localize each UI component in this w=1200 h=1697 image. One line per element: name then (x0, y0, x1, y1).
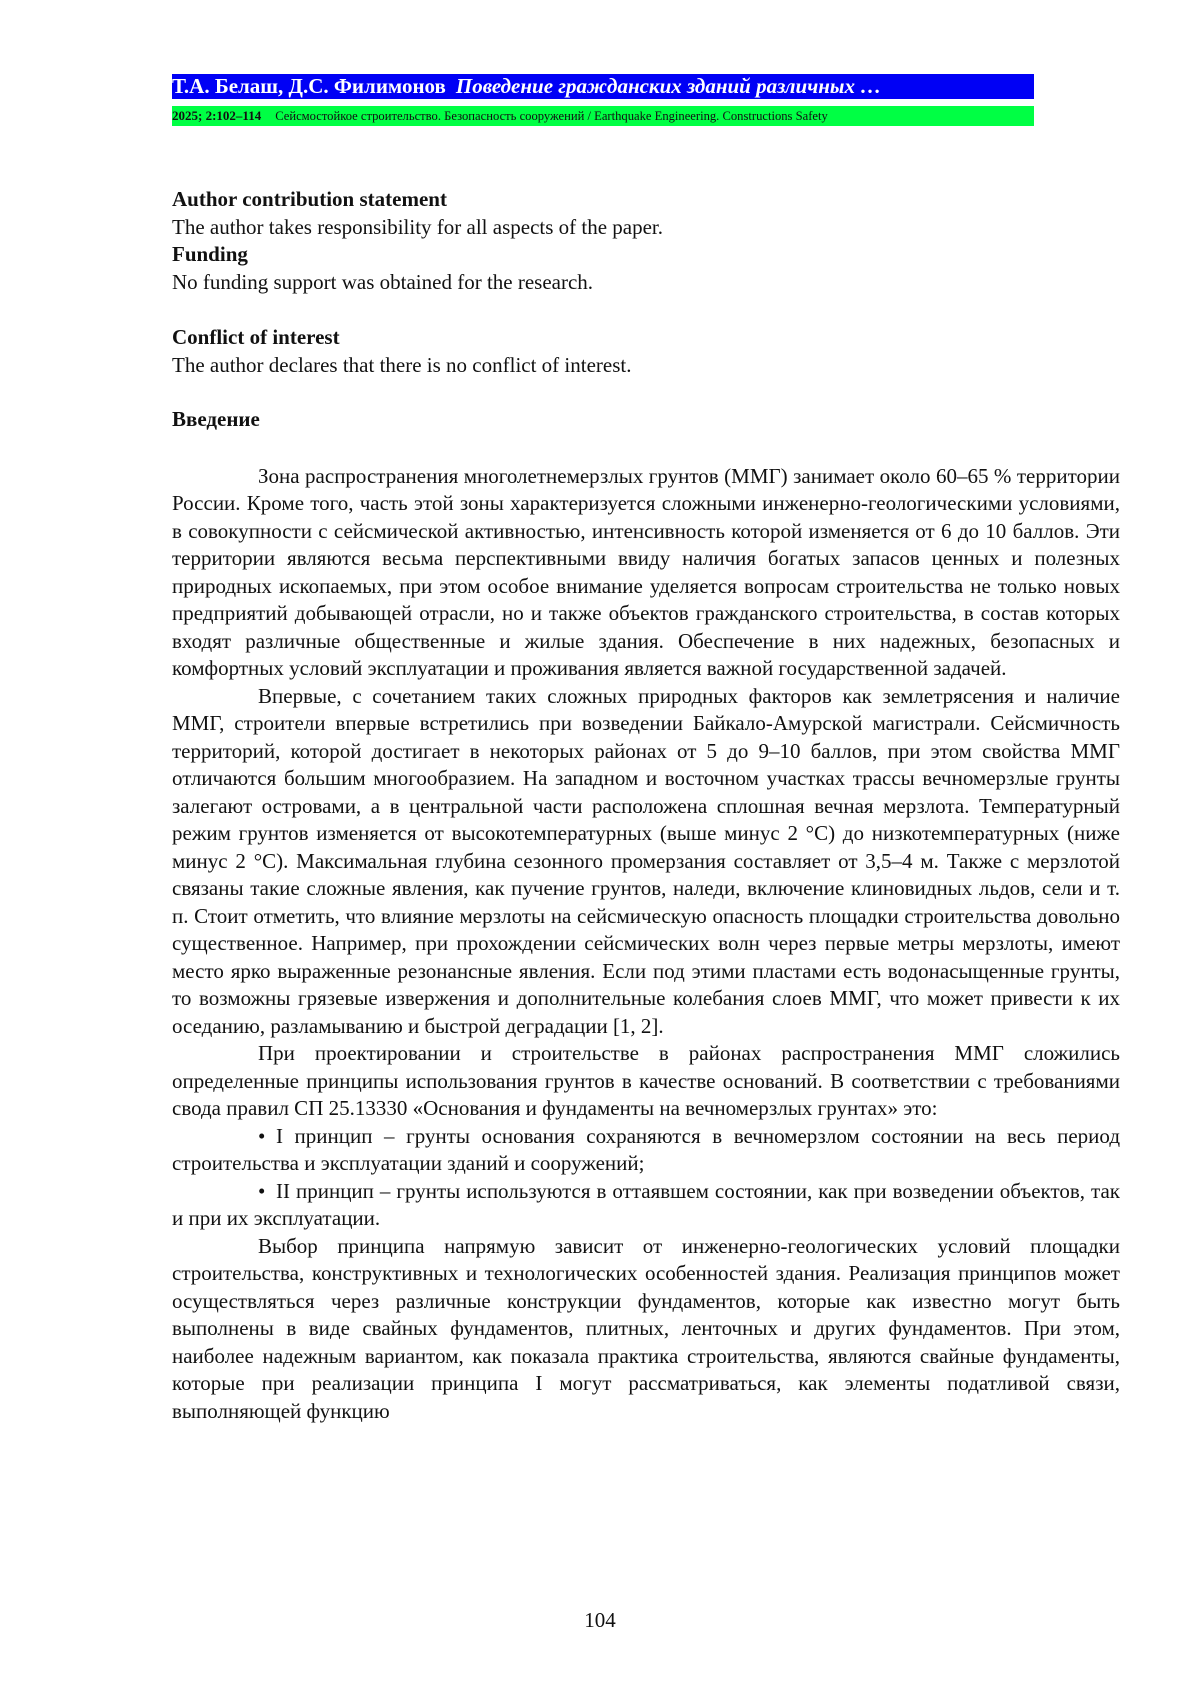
author-contribution-text: The author takes responsibility for all aspects of the paper. (172, 214, 664, 239)
bullet-icon: • (258, 1178, 266, 1203)
paragraph: Выбор принципа напрямую зависит от инженерно-геологических условий площадки строительства, конструктивных и технологических особенностей здания. Реализация принципов может осуществляться через различные конструкции фундаментов, которые как известно могут быть выполнены в виде свайных фундаментов, плитных, ленточных и других фундаментов. При этом, наиболее надежным вариантом, как показала практика строительства, являются свайные фундаменты, которые при реализации принципа I могут рассматриваться, как элементы податливой связи, выполняющей функцию (172, 1233, 1120, 1423)
running-header-journal (172, 106, 1034, 126)
header-journal-name: Сейсмостойкое строительство. Безопасность сооружений / Earthquake Engineering. Constructions Safety (275, 109, 828, 123)
introduction-body (172, 463, 1120, 1426)
bullet-text: I принцип – грунты основания сохраняются в вечномерзлом состоянии на весь период строительства и эксплуатации зданий и сооружений; (172, 1123, 1120, 1175)
running-header-authors (172, 74, 1034, 99)
conflict-text: The author declares that there is no conflict of interest. (172, 352, 632, 377)
introduction-heading: Введение (172, 407, 260, 431)
paragraph: При проектировании и строительстве в районах распространения ММГ сложились определенные принципы использования грунтов в качестве оснований. В соответствии с требованиями свода правил СП 25.13330 «Основания и фундаменты на вечномерзлых грунтах» это: (172, 1041, 1120, 1120)
funding-text: No funding support was obtained for the research. (172, 269, 594, 294)
header-issue: 2025; 2:102–114 (172, 108, 262, 123)
conflict-heading: Conflict of interest (172, 325, 340, 349)
header-authors-text: Т.А. Белаш, Д.С. Филимонов (172, 74, 446, 98)
bullet-text: II принцип – грунты используются в оттаявшем состоянии, как при возведении объектов, так и при их эксплуатации. (172, 1178, 1120, 1230)
header-title-text: Поведение гражданских зданий различных … (455, 74, 882, 98)
bullet-icon: • (258, 1123, 266, 1148)
paragraph: Впервые, с сочетанием таких сложных природных факторов как землетрясения и наличие ММГ, строители впервые встретились при возведении Байкало-Амурской магистрали. Сейсмичность территорий, которой достигает в некоторых районах от 5 до 9–10 баллов, при этом свойства ММГ отличаются большим многообразием. На западном и восточном участках трассы вечномерзлые грунты залегают островами, а в центральной части расположена сплошная вечная мерзлота. Температурный режим грунтов изменяется от высокотемпературных (выше минус 2 °С) до низкотемпературных (ниже минус 2 °С). Максимальная глубина сезонного промерзания составляет от 3,5–4 м. Также с мерзлотой связаны такие сложные явления, как пучение грунтов, наледи, включение клиновидных льдов, сели и т. п. Стоит отметить, что влияние мерзлоты на сейсмическую опасность площадки строительства довольно существенное. Например, при прохождении сейсмических волн через первые метры мерзлоты, имеют место ярко выраженные резонансные явления. Если под этими пластами есть водонасыщенные грунты, то возможны грязевые извержения и дополнительные колебания слоев ММГ, что может привести к их оседанию, разламыванию и быстрой деградации [1, 2]. (172, 683, 1120, 1038)
page-content (172, 186, 1120, 1425)
bullet-item (172, 1123, 1120, 1178)
funding-heading: Funding (172, 242, 248, 266)
page-number: 104 (584, 1608, 616, 1632)
paragraph: Зона распространения многолетнемерзлых грунтов (ММГ) занимает около 60–65 % территории России. Кроме того, часть этой зоны характеризуется сложными инженерно-геологическими условиями, в совокупности с сейсмической активностью, интенсивность которой изменяется от 6 до 10 баллов. Эти территории являются весьма перспективными ввиду наличия богатых запасов ценных и полезных природных ископаемых, при этом особое внимание уделяется вопросам строительства не только новых предприятий добывающей отрасли, но и также объектов гражданского строительства, в состав которых входят различные общественные и жилые здания. Обеспечение в них надежных, безопасных и комфортных условий эксплуатации и проживания является важной государственной задачей. (172, 463, 1120, 680)
author-contribution-heading: Author contribution statement (172, 187, 447, 211)
bullet-item (172, 1178, 1120, 1233)
